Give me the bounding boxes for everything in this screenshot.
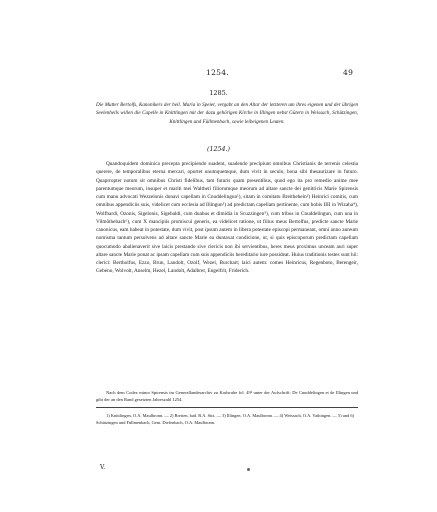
running-head-year: 1254.: [206, 68, 229, 77]
signature-mark: V.: [100, 464, 106, 471]
document-date: (1254.): [207, 146, 230, 153]
regest-summary: Die Mutter Bertolfs, Kanonikers der heil. Maria in Speier, vergabt an den Altar der letzteren um ihres eigenen und der übrigen Seelenheils willen die Capelle in Knittlingen mit der dazu gehörigen Kirche in Illingen nebst Gütern in Weissach, Schützingen, Knittlingen und Füllmenbach, sowie leibeigenen Leuten.: [96, 102, 358, 125]
document-number: 1285.: [209, 89, 228, 97]
charter-text: Quandoquidem dominica precepta precipiendo suadent, suadendo precipiunt omnibus Christianis de terrenis celestia querere, de temporalibus eterna mercari, oportet unumquemque, dum vivit in seculo, bona sibi thesaurizare in futuro. Quaprropter notum sit omnibus Christi fidelibus, tam futuris quam presentibus, quod ego ita pro remedio anime mee parentumque meorum, insuper et mariti mei Waltheri filiorumque meorum ad altare sancte dei genitricis Marie Spirensis cum manu advocati Wezzelonis donavi capellam in Cnuddelingun¹), sitam in comitatu Breithehein²) Heinrici comitis, cum omnibus appendiciis suis, videlicet cum ecclesia ad Illingun³) ad predictam capellam pertinente, cum hobis IIII in Wizaha⁴), Wolfhardi, Ozonis, Sigelonis, Sigebaldi, cum duabus et dimidia in Scuzzingen⁵), cum tribus in Cnuddelingun, cum una in Vilmôthebach⁶), cum X mancipiis promiscui generis, ea videlicet ratione, ut filius meus Bertolfus, predicte sancte Marie canonicus, eam habeat in potestate, dum vivit, post ipsum autem in libera potestate episcopi permaneant, omni anno aureum nomisma tantum persolvens ad altare sancte Marie ea duntaxat condicione, ut, si quis episcoporum predictam capellam quocumodo abalienaverit sive laicis prestando sive clericis non ibi servientibus, heres meus proximus unceam auri super altare sancte Marie ponat ac ipsam capellam cum suis appendiciis hereditario iure possideat. Huius traditionis testes sunt hii: clerici: Bertholfus, Ezzo, Brun, Landolt, Ozolf, Wezel, Burchart; laici autem: comes Heinricus, Regenboto, Berengeir, Gebeno, Wolvolt, Anselm, Hezel, Landolt, Adalbret, Engelfrit, Friderich.: [96, 161, 358, 275]
source-note: Nach dem Codex minor Spirensis im Generallandesarchiv zu Karlsruhe fol. 49ᵇ unter der Aufschrift: De Cnuddelingen et de Illingen und gibt der an den Rand gesetzten Jahreszahl 1254.: [96, 390, 358, 403]
footnote-divider: [96, 407, 358, 408]
running-head: [0, 68, 437, 80]
print-dot: [247, 468, 250, 471]
footnotes: 1) Knittlingen, O.A. Maulbronn. — 2) Bretten, bad. B.A. Sitz. — 3) Illingen, O.A. Maulbronn. — 4) Weissach, O.A. Vaihingen. — 5) und 6) Schützingen und Füllmenbach, Gem. Diefenbach, O.A. Maulbronn.: [96, 413, 355, 426]
page-number: 49: [343, 68, 354, 77]
